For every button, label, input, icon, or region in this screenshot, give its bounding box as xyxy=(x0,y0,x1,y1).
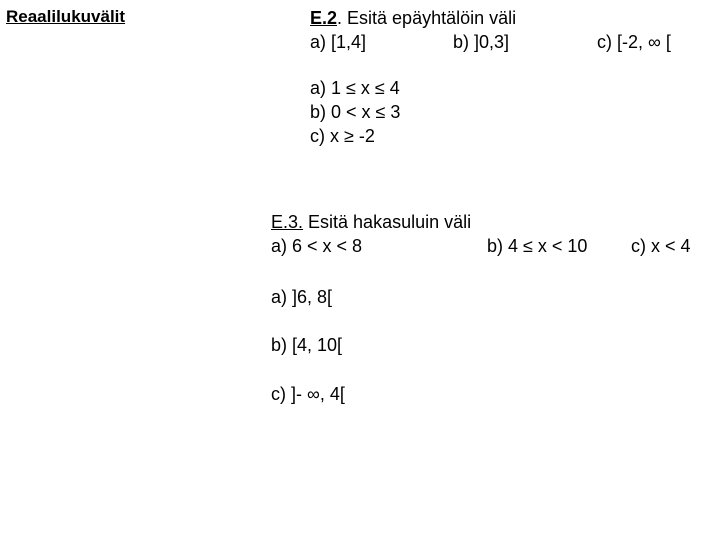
exercise-e2-answer-a: a) 1 ≤ x ≤ 4 xyxy=(310,78,400,98)
exercise-e3-prompt: Esitä hakasuluin väli xyxy=(303,212,472,232)
exercise-e3-item-c: c) x < 4 xyxy=(631,236,691,256)
page-heading: Reaalilukuvälit xyxy=(6,7,126,26)
exercise-e3-item-b: b) 4 ≤ x < 10 xyxy=(487,236,588,256)
exercise-e2-prompt: . Esitä epäyhtälöin väli xyxy=(337,8,517,28)
exercise-e3-title xyxy=(271,211,471,233)
exercise-e3-number: E.3. xyxy=(271,212,304,232)
exercise-e2-item-b: b) ]0,3] xyxy=(453,32,510,52)
exercise-e2-title xyxy=(310,7,516,29)
exercise-e2-answer-c: c) x ≥ -2 xyxy=(310,126,375,146)
exercise-e3-answer-b: b) [4, 10[ xyxy=(271,335,343,355)
exercise-e2-item-a: a) [1,4] xyxy=(310,32,367,52)
exercise-e3-answer-c: c) ]- ∞, 4[ xyxy=(271,384,345,404)
exercise-e3-answer-a: a) ]6, 8[ xyxy=(271,287,333,307)
exercise-e2-item-c: c) [-2, ∞ [ xyxy=(597,32,671,52)
exercise-e2-number: E.2 xyxy=(310,8,338,28)
exercise-e2-answer-b: b) 0 < x ≤ 3 xyxy=(310,102,401,122)
exercise-e3-item-a: a) 6 < x < 8 xyxy=(271,236,363,256)
